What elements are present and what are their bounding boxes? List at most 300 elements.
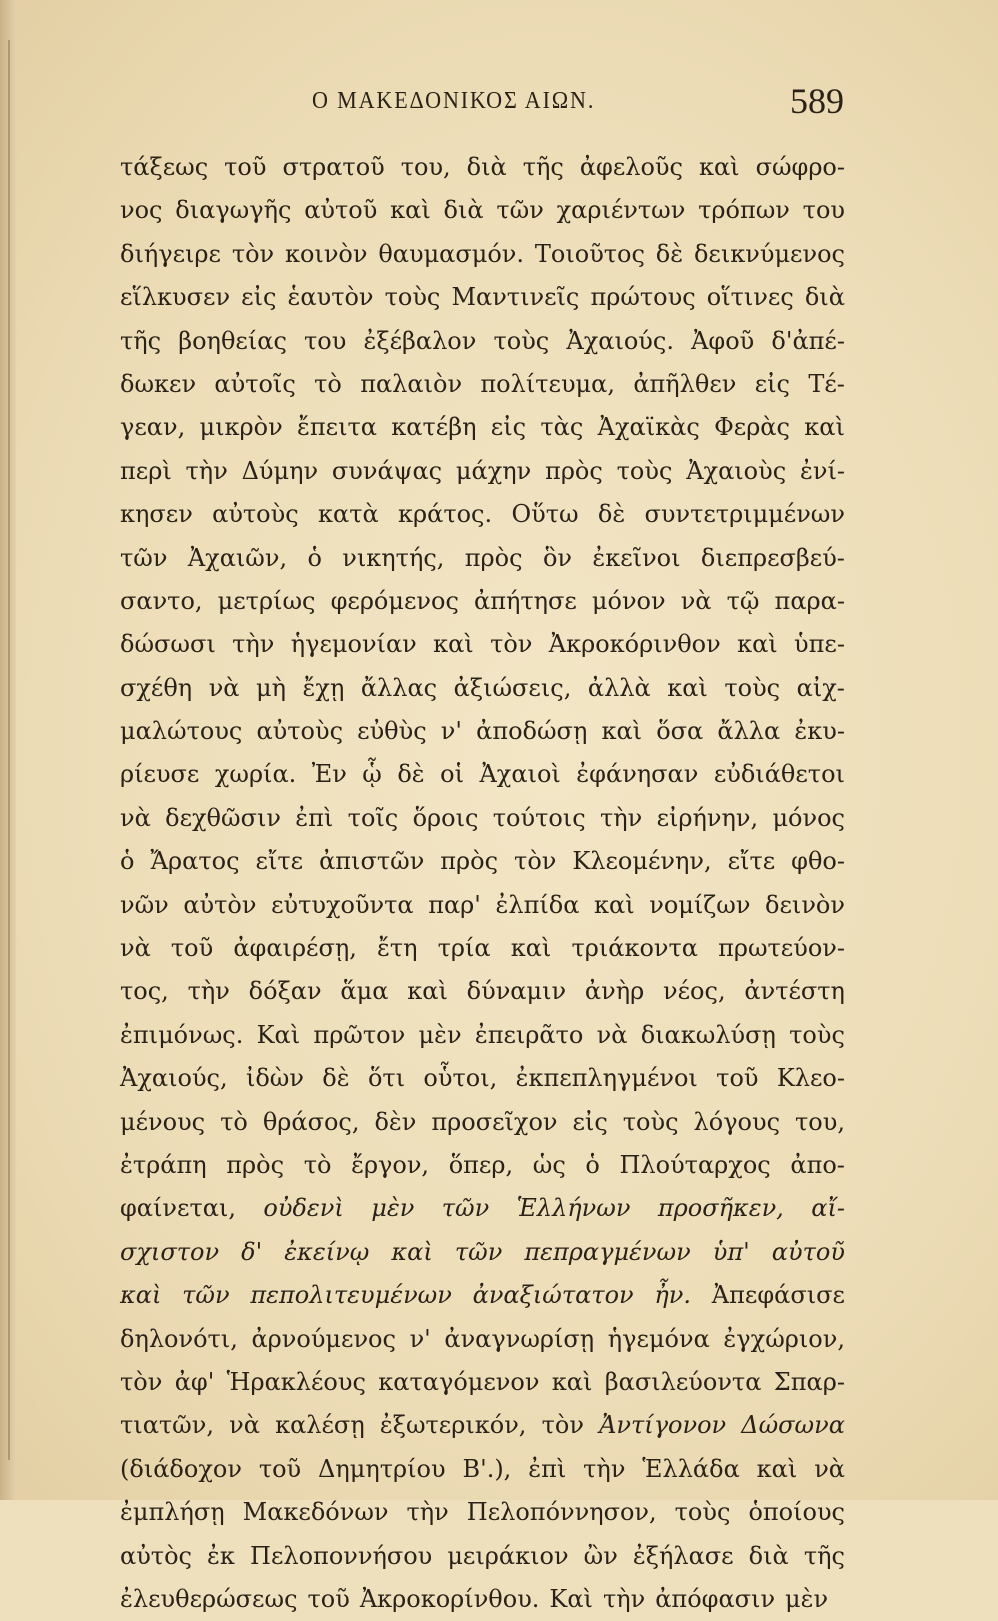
word: αἴ-: [811, 1194, 845, 1223]
word: δόξαν: [248, 977, 322, 1006]
word: κατέβη: [391, 413, 477, 442]
word: τὸν: [541, 1411, 584, 1440]
word: κράτος.: [398, 500, 493, 529]
word: τούτοις: [492, 803, 586, 832]
word: τοῖς: [347, 803, 399, 832]
word: ἀναγνωρίσῃ: [444, 1324, 595, 1353]
word: ἀφελοῦς: [579, 153, 683, 181]
word: καὶ: [594, 890, 635, 919]
word: καὶ: [804, 413, 845, 442]
text-line: [120, 1448, 845, 1491]
word: πολίτευμα,: [480, 369, 615, 398]
word: εἵλκυσεν: [120, 283, 231, 312]
word: εἰς: [572, 1107, 608, 1136]
word: τὸν: [231, 239, 275, 268]
word: ἔχῃ: [302, 673, 345, 702]
word: ὁ: [120, 847, 135, 876]
word: Ἑλλήνων: [516, 1194, 631, 1223]
word: καὶ: [407, 977, 448, 1006]
word: ἐξέβαλον: [363, 326, 477, 355]
word: Ἀπεφάσισε: [711, 1281, 845, 1310]
word: τρία: [437, 934, 491, 963]
word: τὸ: [220, 1107, 248, 1136]
word: ἀλλὰ: [587, 673, 651, 702]
word: τοῦ: [170, 934, 214, 963]
word: Ἀντίγονον: [599, 1411, 727, 1440]
word: τοὺς: [724, 673, 781, 702]
text-line: [120, 1578, 845, 1621]
body-text: [120, 146, 845, 1621]
word: δὲ: [322, 1064, 350, 1093]
word: νὰ: [680, 586, 712, 615]
word: λόγους: [693, 1107, 781, 1136]
word: του,: [795, 1107, 845, 1136]
word: καὶ: [390, 196, 431, 225]
word: καλέσῃ: [275, 1411, 365, 1440]
word: γεαν,: [120, 413, 186, 442]
word: αὐτοῖς: [214, 369, 296, 398]
word: τριάκοντα: [571, 934, 698, 963]
word: ἀναξιώτατον: [472, 1281, 634, 1310]
word: Καὶ: [549, 1584, 593, 1613]
word: πρὸς: [464, 543, 523, 572]
word: ᾧ: [362, 760, 382, 789]
word: κοινὸν: [284, 239, 368, 268]
word: του: [802, 196, 845, 225]
word: Κλεομένην,: [572, 847, 712, 876]
word: πρὸς: [545, 456, 603, 485]
word: τῶν: [182, 1281, 230, 1310]
word: Ἀχαιοὶ: [479, 760, 561, 789]
word: δὲ: [597, 500, 626, 529]
text-line: [120, 276, 845, 319]
word: ἐλπίδα: [495, 890, 580, 919]
word: Τοιοῦτος: [534, 239, 645, 268]
word: δύναμιν: [466, 977, 567, 1006]
text-line: [120, 146, 845, 189]
word: καὶ: [601, 717, 643, 746]
word: τῆς: [120, 326, 162, 355]
word: ἡγεμόνα: [607, 1324, 710, 1353]
word: Ἀχαιῶν,: [187, 543, 288, 572]
word: ἅμα: [340, 977, 389, 1006]
word: βασιλεύοντα: [604, 1367, 762, 1396]
text-line: [120, 189, 845, 232]
word: τὴν: [600, 803, 643, 832]
word: ἐξήλασε: [632, 1541, 734, 1570]
word: Φερὰς: [714, 413, 790, 442]
word: ὁποίους: [748, 1498, 845, 1527]
text-line: [120, 753, 845, 796]
word: Ἀκροκορίνθου.: [359, 1584, 540, 1613]
text-line: [120, 406, 845, 449]
text-line: [120, 233, 845, 276]
word: νὰ: [208, 673, 240, 702]
word: τῶν: [454, 1237, 503, 1266]
word: νὰ: [120, 803, 151, 832]
word: ἀποδώσῃ: [476, 717, 588, 746]
word: ἀξιώσεις,: [453, 673, 572, 702]
text-line: [120, 1535, 845, 1578]
word: Πλούταρχος: [619, 1150, 771, 1179]
text-line: [120, 970, 845, 1013]
word: διεπρεσβεύ-: [700, 543, 845, 572]
word: αὐτοῦ: [771, 1237, 845, 1266]
text-line: [120, 1274, 845, 1317]
word: πεπολιτευμένων: [250, 1281, 452, 1310]
word: Καὶ: [256, 1020, 301, 1049]
word: οἵτινες: [706, 283, 794, 312]
word: νὰ: [596, 1020, 628, 1049]
word: καὶ: [120, 1281, 162, 1310]
word: συνάψας: [331, 456, 443, 485]
text-line: [120, 710, 845, 753]
word: Ἄρατος: [150, 847, 240, 876]
word: μετρίως: [217, 586, 316, 615]
text-line: [120, 1101, 845, 1144]
word: διαγωγῆς: [175, 196, 292, 225]
word: Ἐν: [311, 760, 347, 789]
word: ἐνί-: [799, 456, 845, 485]
text-line: [120, 537, 845, 580]
word: ἄλλας: [360, 673, 438, 702]
word: μάχην: [455, 456, 532, 485]
word: ἔργον,: [351, 1150, 430, 1179]
word: ἐμπλήσῃ: [120, 1498, 225, 1527]
word: ὃν: [542, 543, 572, 572]
word: Δύμην: [241, 456, 319, 485]
word: ἐκείνῳ: [284, 1237, 370, 1266]
word: δηλονότι,: [120, 1324, 238, 1353]
word: χωρία.: [214, 760, 297, 789]
word: ἀφαιρέσῃ,: [233, 934, 357, 963]
word: ν': [409, 1324, 431, 1353]
text-line: [120, 1404, 845, 1447]
word: νος: [120, 196, 163, 225]
word: δώσωσι: [120, 630, 216, 659]
word: ἀφ': [174, 1367, 215, 1396]
word: τὸ: [303, 1150, 332, 1179]
word: καὶ: [667, 673, 708, 702]
word: εἴτε: [727, 847, 776, 876]
word: εἰρήνην,: [656, 803, 759, 832]
word: ἀνὴρ: [584, 977, 645, 1006]
text-line: [120, 1014, 845, 1057]
word: δεχθῶσιν: [165, 803, 281, 832]
word: σώφρο-: [755, 153, 845, 181]
word: ὁ: [585, 1150, 600, 1179]
word: εἴτε: [255, 847, 304, 876]
word: τὴν: [406, 1498, 449, 1527]
word: ὅροις: [412, 803, 479, 832]
word: τοῦ: [224, 153, 267, 181]
word: ἐξωτερικόν,: [379, 1411, 527, 1440]
text-line: [120, 884, 845, 927]
word: διὰ: [443, 196, 484, 225]
word: οὗτοι,: [423, 1064, 498, 1093]
word: Σπαρ-: [773, 1367, 845, 1396]
text-line: [120, 797, 845, 840]
word: νέος,: [663, 977, 726, 1006]
word: ἐτράπη: [120, 1150, 207, 1179]
word: Δημητρίου: [318, 1454, 446, 1483]
word: ἀπιστῶν: [319, 847, 425, 876]
word: τὴν: [583, 1454, 626, 1483]
word: κατὰ: [317, 500, 379, 529]
word: καὶ: [737, 630, 778, 659]
word: εἰς: [754, 369, 790, 398]
word: ἐπιμόνως.: [120, 1020, 244, 1049]
word: ἐγχώριον,: [723, 1324, 845, 1353]
word: τῷ: [726, 586, 760, 615]
word: προσεῖχον: [431, 1107, 558, 1136]
word: τὰς: [540, 413, 584, 442]
word: διὰ: [804, 283, 845, 312]
text-line: [120, 927, 845, 970]
word: μόνον: [591, 586, 666, 615]
word: τὸν: [490, 630, 533, 659]
word: τῶν: [120, 543, 168, 572]
word: διὰ: [466, 153, 507, 181]
word: καὶ: [551, 1367, 593, 1396]
word: πρὸς: [226, 1150, 285, 1179]
word: τος,: [120, 977, 169, 1006]
text-line: [120, 493, 845, 536]
word: Μαντινεῖς: [451, 283, 580, 312]
word: διήγειρε: [120, 239, 221, 268]
text-line: [120, 1318, 845, 1361]
page-number: 589: [790, 81, 844, 121]
word: αὐτοῦ: [304, 196, 378, 225]
page-binding-edge: [8, 40, 10, 1460]
word: Οὕτω: [511, 500, 579, 529]
word: καὶ: [391, 1237, 433, 1266]
word: τάξεως: [120, 153, 209, 181]
text-line: [120, 623, 845, 666]
word: ἐκ: [207, 1541, 235, 1570]
word: ἐκπεπληγμένοι: [515, 1064, 698, 1093]
text-line: [120, 450, 845, 493]
word: του: [304, 326, 347, 355]
word: θράσος,: [262, 1107, 360, 1136]
word: αὐτὸς: [120, 1541, 192, 1570]
word: Ἡρακλέους: [226, 1367, 366, 1396]
word: τὴν: [187, 977, 230, 1006]
word: ἐπὶ: [528, 1454, 567, 1483]
word: αἰχ-: [796, 673, 845, 702]
word: τοὺς: [384, 283, 441, 312]
word: νομίζων: [649, 890, 751, 919]
word: ὡς: [532, 1150, 566, 1179]
word: μαλώτους: [120, 717, 243, 746]
word: μὲν: [371, 1194, 415, 1223]
word: Ἀκροκόρινθον: [548, 630, 721, 659]
word: τῶν: [441, 1194, 490, 1223]
word: παρ': [428, 890, 481, 919]
word: συντετριμμένων: [644, 500, 845, 529]
word: οὐδενὶ: [263, 1194, 344, 1223]
word: ὅσα: [656, 717, 704, 746]
word: καὶ: [756, 1454, 798, 1483]
word: τοὺς: [622, 1107, 679, 1136]
word: πρῶτον: [313, 1020, 406, 1049]
word: εὐθὺς: [357, 717, 427, 746]
word: σχέθη: [120, 673, 193, 702]
word: μὲν: [418, 1020, 462, 1049]
word: καὶ: [510, 934, 552, 963]
word: οἱ: [440, 760, 464, 789]
word: (διάδοχον: [120, 1454, 242, 1483]
text-line: [120, 1144, 845, 1187]
word: τοὺς: [674, 1498, 731, 1527]
word: Ἑλλάδα: [642, 1454, 740, 1483]
word: ἑαυτὸν: [287, 283, 374, 312]
word: ρίευσε: [120, 760, 200, 789]
word: δ'ἀπέ-: [771, 326, 845, 355]
word: Κλεο-: [776, 1064, 845, 1093]
word: μένους: [120, 1107, 206, 1136]
word: δωκεν: [120, 369, 197, 398]
text-line: [120, 1361, 845, 1404]
word: τοῦ: [307, 1584, 350, 1613]
word: διακωλύσῃ: [640, 1020, 776, 1049]
word: τρόπων: [698, 196, 790, 225]
word: περὶ: [120, 456, 172, 485]
word: ἐπειρᾶτο: [474, 1020, 584, 1049]
text-line: [120, 320, 845, 363]
word: ἀρνούμενος: [251, 1324, 396, 1353]
word: καταγόμενον: [378, 1367, 540, 1396]
word: ὁ: [307, 543, 322, 572]
word: Πελοποννήσου: [250, 1541, 433, 1570]
word: τῆς: [522, 153, 564, 181]
word: τοῦ: [258, 1454, 302, 1483]
word: αὐτοὺς: [212, 500, 299, 529]
word: νὰ: [814, 1454, 845, 1483]
word: Δώσωνα: [741, 1411, 845, 1440]
word: Ἀχαιούς,: [120, 1064, 228, 1093]
word: ἡγεμονίαν: [290, 630, 417, 659]
word: ἀπῆλθεν: [633, 369, 737, 398]
word: μειράκιον: [447, 1541, 569, 1570]
word: σχιστον: [120, 1237, 220, 1266]
word: φερόμενος: [330, 586, 459, 615]
word: τὴν: [232, 630, 275, 659]
word: φθο-: [791, 847, 845, 876]
word: πρωτεύον-: [718, 934, 845, 963]
word: παρα-: [774, 586, 845, 615]
word: τιατῶν,: [120, 1411, 214, 1440]
word: χαριέντων: [556, 196, 686, 225]
word: στρατοῦ: [282, 153, 385, 181]
word: τοὺς: [616, 456, 673, 485]
text-line: [120, 580, 845, 623]
word: τῆς: [803, 1541, 845, 1570]
word: τὴν: [185, 456, 228, 485]
word: ἐφάνησαν: [576, 760, 699, 789]
word: ἔπειτα: [296, 413, 377, 442]
word: δὲν: [374, 1107, 417, 1136]
word: δεικνύμενος: [693, 239, 845, 268]
word: ἀπήτησε: [473, 586, 577, 615]
word: ἄλλα: [717, 717, 781, 746]
word: ν': [440, 717, 462, 746]
word: δὲ: [655, 239, 684, 268]
word: αὐτὸν: [183, 890, 257, 919]
text-line: [120, 1057, 845, 1100]
word: μόνος: [772, 803, 845, 832]
word: καὶ: [433, 630, 474, 659]
word: ἐκεῖνοι: [592, 543, 681, 572]
word: πεπραγμένων: [524, 1237, 691, 1266]
word: εὐτυχοῦντα: [271, 890, 414, 919]
text-line: [120, 840, 845, 883]
word: σαντο,: [120, 586, 203, 615]
word: τοὺς: [493, 326, 550, 355]
word: ὑπε-: [794, 630, 845, 659]
text-line: [120, 1491, 845, 1534]
word: Τέ-: [808, 369, 845, 398]
word: δ': [241, 1237, 263, 1266]
word: νὰ: [120, 934, 151, 963]
word: μὴ: [256, 673, 286, 702]
word: Πελοπόννησον,: [466, 1498, 657, 1527]
word: αὐτοὺς: [256, 717, 344, 746]
text-line: [120, 1187, 845, 1230]
word: εὐδιάθετοι: [713, 760, 845, 789]
word: Μακεδόνων: [242, 1498, 389, 1527]
word: ὅπερ,: [448, 1150, 514, 1179]
word: Ἀχαιοὺς: [686, 456, 787, 485]
word: προσῆκεν,: [657, 1194, 784, 1223]
word: μικρὸν: [199, 413, 283, 442]
word: δὲ: [397, 760, 425, 789]
word: τῶν: [496, 196, 544, 225]
word: Β'.),: [462, 1454, 512, 1483]
word: εἰς: [490, 413, 527, 442]
word: ἰδὼν: [245, 1064, 304, 1093]
word: ὑπ': [712, 1237, 750, 1266]
word: ἐκυ-: [794, 717, 845, 746]
word: καὶ: [698, 153, 740, 181]
word: νῶν: [120, 890, 169, 919]
word: τοῦ: [716, 1064, 759, 1093]
word: δεινὸν: [765, 890, 845, 919]
running-head: Ο ΜΑΚΕΔΟΝΙΚΟΣ ΑΙΩΝ.: [312, 88, 596, 114]
word: τὴν: [602, 1584, 646, 1613]
word: ἔτη: [376, 934, 418, 963]
word: φαίνεται,: [120, 1194, 236, 1223]
word: του,: [400, 153, 451, 181]
word: Ἀχαϊκὰς: [597, 413, 700, 442]
word: τὸν: [120, 1367, 163, 1396]
word: διὰ: [748, 1541, 789, 1570]
word: ἀπο-: [790, 1150, 845, 1179]
word: νὰ: [229, 1411, 260, 1440]
word: ἀντέστη: [744, 977, 845, 1006]
word: ἦν.: [654, 1281, 692, 1310]
word: παλαιὸν: [360, 369, 463, 398]
word: τὸ: [314, 369, 342, 398]
word: κησεν: [120, 500, 193, 529]
word: ἐλευθερώσεως: [120, 1584, 298, 1613]
word: πρώτους: [590, 283, 696, 312]
word: βοηθείας: [178, 326, 287, 355]
word: Ἀχαιούς.: [566, 326, 674, 355]
word: ὢν: [583, 1541, 618, 1570]
text-line: [120, 667, 845, 710]
word: θαυμασμόν.: [378, 239, 525, 268]
